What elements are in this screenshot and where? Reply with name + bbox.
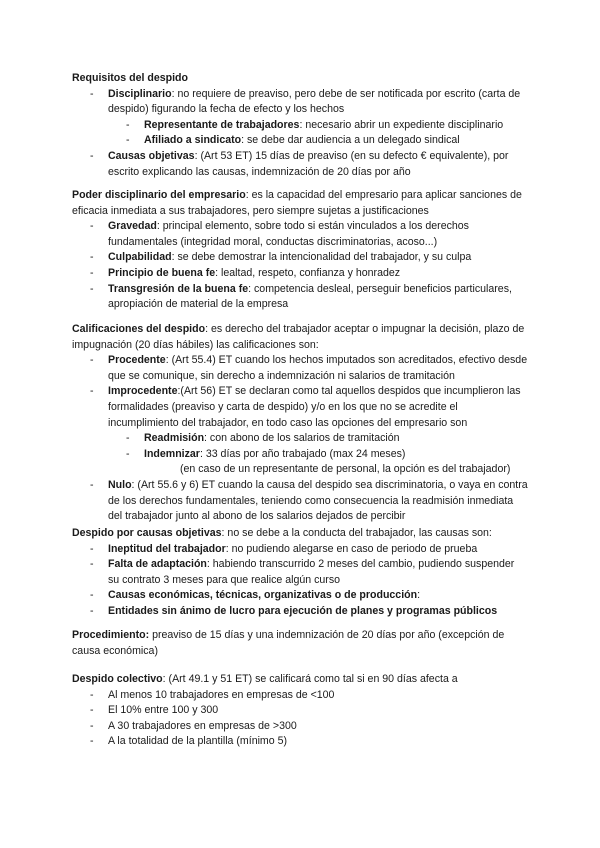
definition: : (Art 49.1 y 51 ET) se calificará como tal si en 90 días afecta a <box>162 673 458 685</box>
definition: :(Art 56) ET se declaran como tal aquellos despidos que incumplieron las formalidades (preaviso y carta de despido) y/o en los que no se acredite el incumplimiento del trabajador, en todo caso las opciones del empresario son <box>108 385 521 429</box>
sublist <box>108 431 528 462</box>
definition: : es la capacidad del empresario para aplicar sanciones de eficacia inmediata a sus trabajadores, pero siempre sujetas a justificaciones <box>72 189 522 217</box>
list-item <box>72 384 528 478</box>
causas-list <box>72 542 528 620</box>
definition: : necesario abrir un expediente disciplinario <box>299 118 504 131</box>
definition: : no pudiendo alegarse en caso de periodo de prueba <box>225 542 478 555</box>
list-item <box>72 149 528 180</box>
calificaciones-list <box>72 353 528 525</box>
definition: : se debe demostrar la intencionalidad del trabajador, y su culpa <box>171 251 472 264</box>
term: Despido colectivo <box>72 673 163 685</box>
list-item <box>72 219 528 250</box>
definition: : no se debe a la conducta del trabajador, las causas son: <box>221 527 492 539</box>
definition: : se debe dar audiencia a un delegado sindical <box>241 134 460 147</box>
term: Gravedad <box>108 220 157 233</box>
list-item: - El 10% entre 100 y 300 <box>72 703 528 719</box>
list-item <box>72 250 528 266</box>
section-despido-colectivo <box>72 672 528 750</box>
list-item: - Al menos 10 trabajadores en empresas de <100 <box>72 688 528 704</box>
paragraph-calificaciones <box>72 322 528 353</box>
paragraph-poder <box>72 188 528 219</box>
term: Entidades sin ánimo de lucro para ejecución de planes y programas públicos <box>108 604 498 617</box>
list-item <box>72 87 528 149</box>
definition: : con abono de los salarios de tramitación <box>204 432 400 445</box>
requisitos-list <box>72 87 528 181</box>
definition: : 33 días por año trabajado (max 24 meses) <box>199 447 406 460</box>
list-item <box>108 133 528 149</box>
list-item <box>108 118 528 134</box>
definition: : habiendo transcurrido 2 meses del cambio, pudiendo suspender su contrato 3 meses para que realice algún curso <box>108 558 515 586</box>
list-item <box>108 431 528 447</box>
paragraph-procedimiento <box>72 628 528 659</box>
term: Procedimiento: <box>72 629 150 641</box>
term: Principio de buena fe <box>108 266 216 279</box>
poder-list <box>72 219 528 313</box>
list-item <box>72 588 528 604</box>
definition: preaviso de 15 días y una indemnización de 20 días por año (excepción de causa económica) <box>72 629 505 657</box>
colectivo-list <box>72 688 528 750</box>
list-item <box>108 447 528 463</box>
term: Calificaciones del despido <box>72 323 206 335</box>
list-item <box>72 604 528 620</box>
section-poder-disciplinario <box>72 188 528 313</box>
section-requisitos <box>72 71 528 180</box>
list-item <box>72 478 528 525</box>
list-item <box>72 353 528 384</box>
paragraph-colectivo <box>72 672 528 688</box>
term: Despido por causas objetivas <box>72 527 222 539</box>
list-item <box>72 282 528 313</box>
term: Indemnizar <box>144 447 200 460</box>
definition: : (Art 53 ET) 15 días de preaviso (en su defecto € equivalente), por escrito explicando las causas, indemnización de 20 días por año <box>108 149 509 178</box>
term: Afiliado a sindicato <box>144 134 242 147</box>
list-item: - A 30 trabajadores en empresas de >300 <box>72 719 528 735</box>
list-item <box>72 557 528 588</box>
term: Culpabilidad <box>108 251 172 264</box>
term: Causas objetivas <box>108 149 195 162</box>
list-item: - A la totalidad de la plantilla (mínimo 5) <box>72 734 528 750</box>
sublist <box>108 118 528 149</box>
list-item <box>72 266 528 282</box>
term: Transgresión de la buena fe <box>108 282 249 295</box>
term: Disciplinario <box>108 87 172 100</box>
definition: : (Art 55.4) ET cuando los hechos imputados son acreditados, efectivo desde que se comunique, sin derecho a indemnización ni salarios de tramitación <box>108 354 528 382</box>
term: Representante de trabajadores <box>144 118 300 131</box>
term: Procedente <box>108 354 166 367</box>
list-item <box>72 542 528 558</box>
heading-requisitos: Requisitos del despido <box>72 72 188 84</box>
definition: : <box>417 589 421 602</box>
definition: : es derecho del trabajador aceptar o impugnar la decisión, plazo de impugnación (20 días hábiles) las calificaciones son: <box>72 323 525 351</box>
definition: : competencia desleal, perseguir beneficios particulares, apropiación de material de la empresa <box>108 282 512 311</box>
definition: : lealtad, respeto, confianza y honradez <box>215 266 401 279</box>
section-calificaciones <box>72 322 528 525</box>
section-causas-objetivas <box>72 526 528 620</box>
definition: : no requiere de preaviso, pero debe de ser notificada por escrito (carta de despido) figurando la fecha de efecto y los hechos <box>108 87 521 116</box>
definition: : (Art 55.6 y 6) ET cuando la causa del despido sea discriminatoria, o vaya en contra de los derechos fundamentales, teniendo como consecuencia la readmisión inmediata del trabajador junto al abono de los salarios dejados de percibir <box>108 478 528 523</box>
term: Nulo <box>108 478 132 491</box>
note-representante: (en caso de un representante de personal, la opción es del trabajador) <box>180 463 511 476</box>
section-procedimiento <box>72 628 528 659</box>
definition: : principal elemento, sobre todo si están vinculados a los derechos fundamentales (integridad moral, conductas discriminatorias, acoso...) <box>108 220 469 248</box>
paragraph-causas <box>72 526 528 542</box>
term: Improcedente <box>108 385 178 398</box>
term: Poder disciplinario del empresario <box>72 189 246 201</box>
term: Ineptitud del trabajador <box>108 542 226 555</box>
term: Falta de adaptación <box>108 558 207 571</box>
term: Readmisión <box>144 432 205 445</box>
term: Causas económicas, técnicas, organizativas o de producción <box>108 589 418 602</box>
